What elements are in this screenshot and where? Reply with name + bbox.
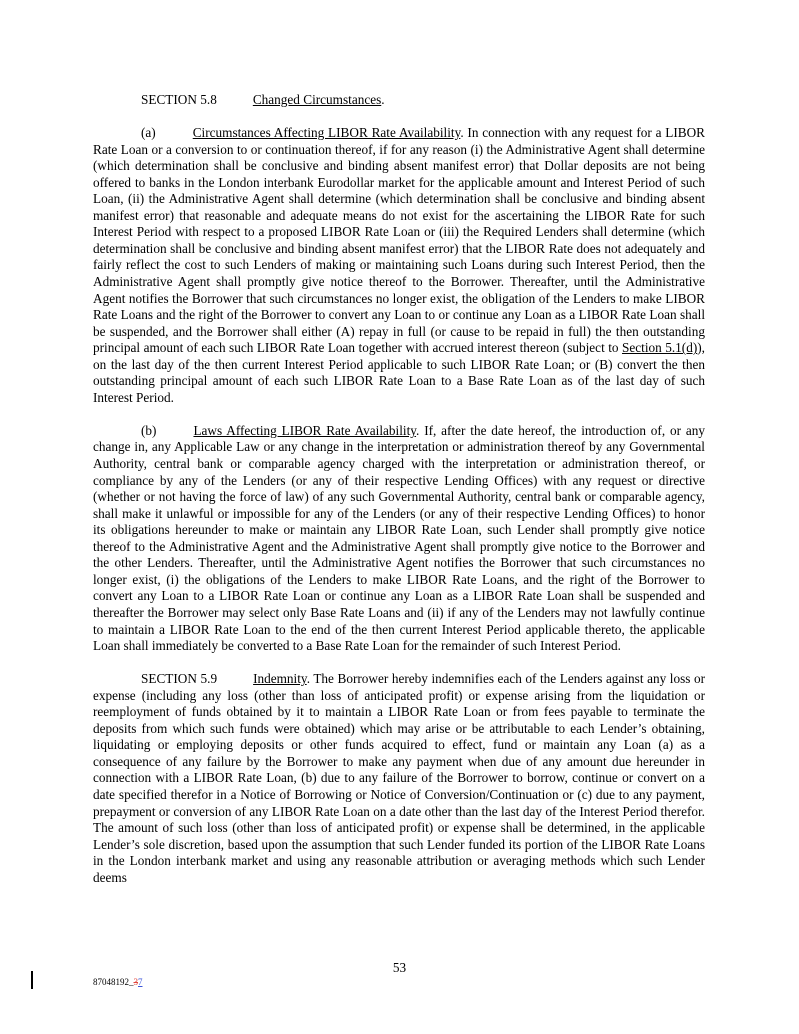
inserted-version: 7 bbox=[138, 977, 143, 987]
section-5-8-heading bbox=[93, 92, 705, 109]
cross-reference: Section 5.1(d) bbox=[622, 340, 698, 356]
section-number: SECTION 5.8 bbox=[141, 92, 217, 107]
section-title-period: . bbox=[381, 92, 385, 107]
paragraph-a bbox=[93, 125, 705, 406]
paragraph-text: . The Borrower hereby indemnifies each of the Lenders against any loss or expense (including any loss (other than loss of anticipated profit) or expense arising from the liquidation or reemployment of funds obtained by it to maintain a LIBOR Rate Loan or from fees payable to terminate the deposits from which such funds were obtained) which may arise or be attributable to each Lender’s obtaining, liquidating or employing deposits or other funds acquired to effect, fund or maintain any Loan (a) as a consequence of any failure by the Borrower to make any payment when due of any amount due hereunder in connection with a LIBOR Rate Loan, (b) due to any failure of the Borrower to borrow, continue or convert on a date specified therefor in a Notice of Borrowing or Notice of Conversion/Continuation or (c) due to any payment, prepayment or conversion of any LIBOR Rate Loan on a date other than the last day of the Interest Period therefor. The amount of such loss (other than loss of anticipated profit) or expense shall be determined, in the applicable Lender’s sole discretion, based upon the assumption that such Lender funded its portion of the LIBOR Rate Loans in the London interbank market and using any reasonable attribution or averaging methods which such Lender deems bbox=[93, 671, 705, 885]
paragraph-b bbox=[93, 423, 705, 655]
paragraph-label: (a) bbox=[141, 125, 156, 141]
section-5-9 bbox=[93, 671, 705, 886]
paragraph-title: Laws Affecting LIBOR Rate Availability bbox=[193, 422, 417, 438]
paragraph-label: (b) bbox=[141, 422, 157, 438]
document-id-base: 87048192_ bbox=[93, 977, 134, 987]
revision-change-bar bbox=[31, 971, 33, 989]
section-title: Indemnity bbox=[253, 671, 307, 687]
deleted-version: 3 bbox=[133, 977, 138, 987]
section-title: Changed Circumstances bbox=[252, 92, 382, 107]
page-number: 53 bbox=[392, 960, 407, 975]
section-number: SECTION 5.9 bbox=[141, 671, 218, 687]
document-id bbox=[93, 977, 143, 988]
paragraph-text: . If, after the date hereof, the introduction of, or any change in, any Applicable Law or any change in the interpretation or administration thereof by any Governmental Authority, central bank or comparable agency charged with the interpretation or administration thereof, or compliance by any of the Lenders (or any of their respective Lending Offices) with any request or directive (whether or not having the force of law) of any such Governmental Authority, central bank or comparable agency, shall make it unlawful or impossible for any of the Lenders (or any of their respective Lending Offices) to honor its obligations hereunder to make or maintain any LIBOR Rate Loan, such Lender shall promptly give notice thereof to the Administrative Agent and the Administrative Agent shall promptly give notice to the Borrower and the other Lenders. Thereafter, until the Administrative Agent notifies the Borrower that such circumstances no longer exist, (i) the obligations of the Lenders to make LIBOR Rate Loans, and the right of the Borrower to convert any Loan to a LIBOR Rate Loan or continue any Loan as a LIBOR Rate Loan shall be suspended and thereafter the Borrower may select only Base Rate Loans and (ii) if any of the Lenders may not lawfully continue to maintain a LIBOR Rate Loan to the end of the then current Interest Period applicable thereto, the applicable Loan shall immediately be converted to a Base Rate Loan for the remainder of such Interest Period. bbox=[93, 422, 705, 654]
document-body bbox=[93, 92, 705, 903]
paragraph-text: ), on the last day of the then current Interest Period applicable to such LIBOR Rate Loan; or (B) convert the then outstanding principal amount of each such LIBOR Rate Loan to a Base Rate Loan as of the last day of such Interest Period. bbox=[93, 340, 705, 405]
paragraph-title: Circumstances Affecting LIBOR Rate Availability bbox=[192, 125, 461, 141]
paragraph-text: . In connection with any request for a LIBOR Rate Loan or a conversion to or continuation thereof, if for any reason (i) the Administrative Agent shall determine (which determination shall be conclusive and binding absent manifest error) that Dollar deposits are not being offered to banks in the London interbank Eurodollar market for the applicable amount and Interest Period of such Loan, (ii) the Administrative Agent shall determine (which determination shall be conclusive and binding absent manifest error) that reasonable and adequate means do not exist for the ascertaining the LIBOR Rate for such Interest Period with respect to a proposed LIBOR Rate Loan or (iii) the Required Lenders shall determine (which determination shall be conclusive and binding absent manifest error) that the LIBOR Rate does not adequately and fairly reflect the cost to such Lenders of making or maintaining such Loans during such Interest Period, then the Administrative Agent shall promptly give notice thereof to the Borrower. Thereafter, until the Administrative Agent notifies the Borrower that such circumstances no longer exist, the obligation of the Lenders to make LIBOR Rate Loans and the right of the Borrower to convert any Loan to or continue any Loan as a LIBOR Rate Loan shall be suspended, and the Borrower shall either (A) repay in full (or cause to be repaid in full) the then outstanding principal amount of each such LIBOR Rate Loan together with accrued interest thereon (subject to bbox=[93, 125, 705, 356]
